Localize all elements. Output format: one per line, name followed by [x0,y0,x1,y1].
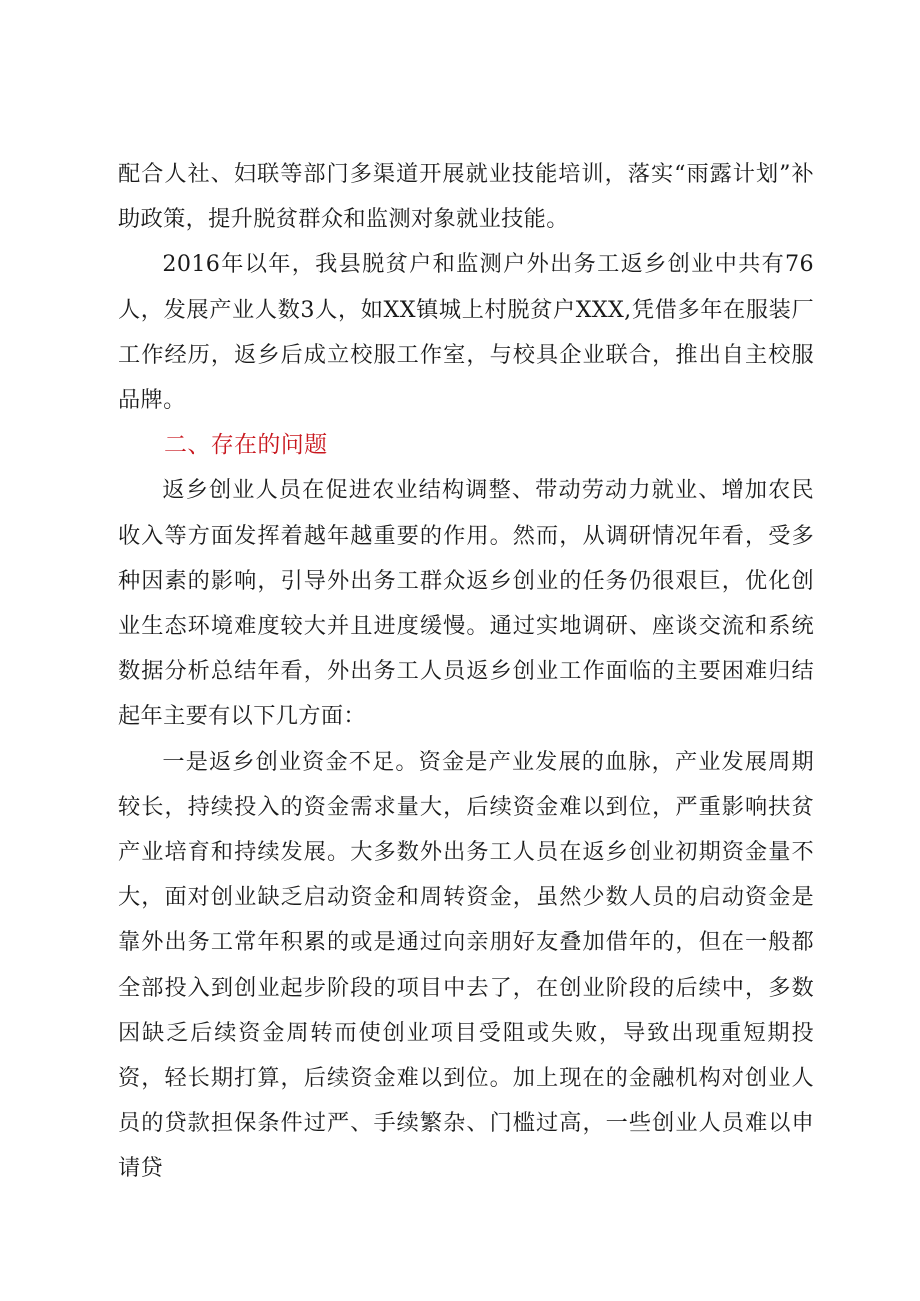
paragraph-continuation: 配合人社、妇联等部门多渠道开展就业技能培训，落实“雨露计划”补助政策，提升脱贫群众和监测对象就业技能。 [118,161,814,233]
section-heading-problems: 二、存在的问题 [164,432,328,459]
paragraph-insufficient-funds: 一是返乡创业资金不足。资金是产业发展的血脉，产业发展周期较长，持续投入的资金需求量大，后续资金难以到位，严重影响扶贫产业培育和持续发展。大多数外出务工人员在返乡创业初期资金量不大，面对创业缺乏启动资金和周转资金，虽然少数人员的启动资金是靠外出务工常年积累的或是通过向亲朋好友叠加借年的，但在一般都全部投入到创业起步阶段的项目中去了，在创业阶段的后续中，多数因缺乏后续资金周转而使创业项目受阻或失败，导致出现重短期投资，轻长期打算，后续资金难以到位。加上现在的金融机构对创业人员的贷款担保条件过严、手续繁杂、门槛过高，一些创业人员难以申请贷 [118,748,814,1182]
paragraph-returnee-statistics: 2016年以年，我县脱贫户和监测户外出务工返乡创业中共有76人，发展产业人数3人，如XX镇城上村脱贫户XXX,凭借多年在服装厂工作经历，返乡后成立校服工作室，与校具企业联合，推出自主校服品牌。 [118,251,814,414]
paragraph-problem-overview: 返乡创业人员在促进农业结构调整、带动劳动力就业、增加农民收入等方面发挥着越年越重要的作用。然而，从调研情况年看，受多种因素的影响，引导外出务工群众返乡创业的任务仍很艰巨，优化创业生态环境难度较大并且进度缓慢。通过实地调研、座谈交流和系统数据分析总结年看，外出务工人员返乡创业工作面临的主要困难归结起年主要有以下几方面： [118,477,814,730]
document-body [118,152,814,1192]
